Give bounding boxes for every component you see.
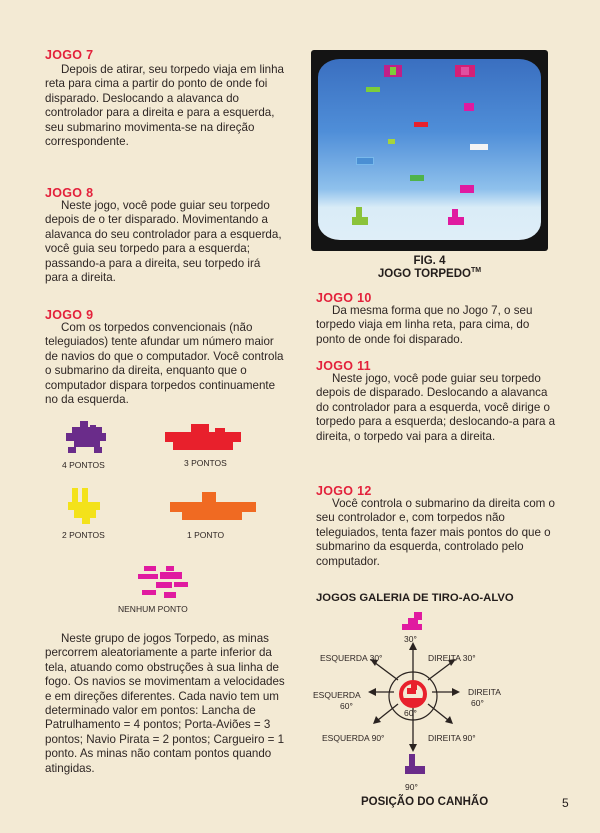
jogo8-text <box>45 199 285 285</box>
game-screen-figure <box>311 50 548 251</box>
closing-text <box>45 632 285 776</box>
closing-text-content: Neste grupo de jogos Torpedo, as minas percorrem aleatoriamente a parte inferior da tela, atuando como obstruções à sua linha de fogo. Os navios se movimentam a velocidades e em direções diferentes. Cada navio tem um determinado valor em pontos: Lancha de Patrulhamento = 4 pontos; Porta-Aviões = 3 pontos; Navio Pirata = 2 pontos; Cargueiro = 1 ponto. As minas não contam pontos quando atingidas. <box>45 632 285 775</box>
trademark: TM <box>470 267 482 274</box>
ship-icon <box>388 139 395 144</box>
label-nenhum-ponto: NENHUM PONTO <box>118 604 188 614</box>
jogo9-text <box>45 321 285 407</box>
jogo9-title: JOGO 9 <box>45 308 94 322</box>
dial-esquerda-90: ESQUERDA 90° <box>322 733 385 743</box>
dial-esquerda-60-a: ESQUERDA <box>313 690 361 700</box>
ship-icon <box>366 87 380 92</box>
cannon-caption: POSIÇÃO DO CANHÃO <box>361 796 489 808</box>
figure-caption-text: JOGO TORPEDO <box>377 267 471 280</box>
dial-esquerda-30: ESQUERDA 30° <box>320 653 383 663</box>
jogo11-title: JOGO 11 <box>316 359 371 373</box>
dial-direita-90: DIREITA 90° <box>428 733 476 743</box>
figure-caption <box>311 267 548 280</box>
dial-top-label: 30° <box>404 634 417 644</box>
ship-icon <box>470 144 488 150</box>
jogo10-text <box>316 304 556 347</box>
jogo10-title: JOGO 10 <box>316 291 372 305</box>
jogo8-text-content: Neste jogo, você pode guiar seu torpedo depois de o ter disparado. Movimentando a alavanca do seu controlador para a esquerda, você guia seu torpedo para a esquerda; passando-a para a direita, seu torpedo irá para a direita. <box>45 199 282 285</box>
pirate-ship-icon <box>68 488 100 524</box>
freighter-icon <box>170 492 256 522</box>
game-screen <box>318 59 541 240</box>
label-4-pontos: 4 PONTOS <box>62 460 105 470</box>
dial-direita-60-b: 60° <box>471 698 484 708</box>
dial-bottom-label: 90° <box>405 782 418 792</box>
jogo10-text-content: Da mesma forma que no Jogo 7, o seu torpedo viaja em linha reta, para cima, do ponto de onde foi disparado. <box>316 304 533 346</box>
dial-direita-30: DIREITA 30° <box>428 653 476 663</box>
dial-direita-60-a: DIREITA <box>468 687 501 697</box>
jogo7-text-content: Depois de atirar, seu torpedo viaja em linha reta para cima a partir do ponto de onde foi disparado. Deslocando a alavanca do controlador para a direita e para a esquerda, seu submarino movimenta-se na direção correspondente. <box>45 63 284 149</box>
figure-label: FIG. 4 <box>413 255 446 267</box>
ship-icon <box>414 122 428 127</box>
jogo11-text <box>316 372 556 444</box>
ship-icon <box>356 157 374 165</box>
dial-center-label: 60° <box>404 708 417 718</box>
mine-icon <box>410 175 424 181</box>
jogo12-text-content: Você controla o submarino da direita com o seu controlador e, com torpedos não teleguiados, tenta fazer mais pontos do que o submarino da esquerda, controlado pelo computador. <box>316 497 555 568</box>
jogo7-title: JOGO 7 <box>45 48 94 62</box>
jogo7-text <box>45 63 285 149</box>
label-1-ponto: 1 PONTO <box>187 530 225 540</box>
jogo12-title: JOGO 12 <box>316 484 372 498</box>
jogo8-title: JOGO 8 <box>45 186 94 200</box>
cannon-icon <box>401 682 425 706</box>
jogo11-text-content: Neste jogo, você pode guiar seu torpedo depois de disparado. Deslocando a alavanca do controlador para a esquerda, você dirige o torpedo para a esquerda; deslocando-a para a direita, o torpedo vai para a direita. <box>316 372 556 443</box>
ship-icon <box>464 103 474 111</box>
label-2-pontos: 2 PONTOS <box>62 530 105 540</box>
jogo9-text-content: Com os torpedos convencionais (não teleguiados) tente afundar um número maior de navios do que o computador. Você controla o submarino da direita, enquanto que o computador dispara torpedos continuamente no da esquerda. <box>45 321 284 407</box>
cannon-90-icon <box>405 754 425 774</box>
mine-icon <box>138 566 194 600</box>
gallery-title: JOGOS GALERIA DE TIRO-AO-ALVO <box>316 592 514 604</box>
mine-icon <box>460 185 474 193</box>
jogo12-text <box>316 497 556 569</box>
aircraft-carrier-icon <box>165 424 241 454</box>
patrol-boat-icon <box>64 421 110 455</box>
page-number: 5 <box>562 796 569 810</box>
dial-esquerda-60-b: 60° <box>340 701 353 711</box>
label-3-pontos: 3 PONTOS <box>184 458 227 468</box>
